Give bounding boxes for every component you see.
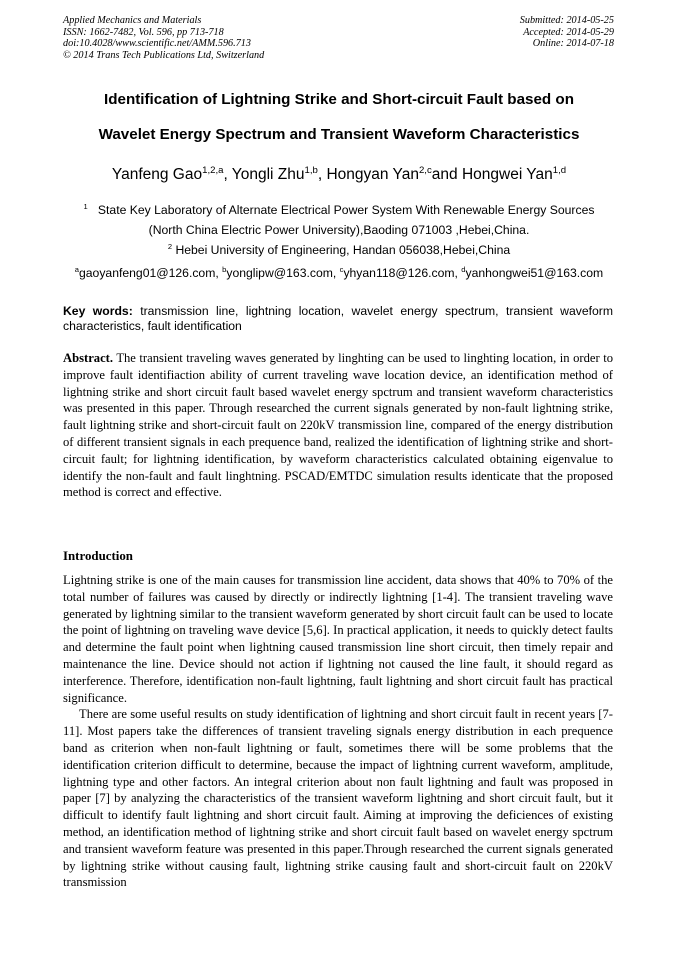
email-sup: d <box>461 264 466 274</box>
author-name: Hongwei Yan <box>461 166 553 183</box>
email-address: yanhongwei51@163.com <box>465 266 604 280</box>
email-sup: c <box>339 264 344 274</box>
author-name: Yongli Zhu <box>231 166 305 183</box>
introduction-body <box>63 572 613 891</box>
author-separator: , <box>223 166 232 183</box>
paper-title-line-1: Identification of Lightning Strike and Short-circuit Fault based on <box>104 91 574 108</box>
abstract-label: Abstract. <box>63 351 114 365</box>
affiliation-1-cont: (North China Electric Power University),Baoding 071003 ,Hebei,China. <box>148 223 530 237</box>
submission-dates <box>520 15 614 50</box>
email-address: yhyan118@126.com, <box>343 266 462 280</box>
paragraph: Lightning strike is one of the main causes for transmission line accident, data shows that 40% to 70% of the total number of failures was caused by directly or indirectly lightning [1-4]. The transient traveling wave generated by lightning similar to the transient waveform generated by short circuit fault can be used to locate the point of lightning on traveling wave device [5,6]. In practical application, it needs to quickly detect faults and determine the fault point when lightning caused transmission line short circuit, then timely repair and maintenance the line. Device should not action if lightning not caused the line fault, it should regard as interference. Therefore, identification non-fault lightning, fault lightning and short circuit fault has practical significance. <box>63 573 613 705</box>
abstract-text: The transient traveling waves generated by linghting can be used to linghting location, in order to improve fault identifiaction ability of current traveling wave location device, an identification method of lightning strike and short circuit fault based wavelet energy spctrum and transient waveform characteristics was presented in this paper. Through researched the current signals generated by non-fault lightning strike, fault lightning strike and short-circuit fault on 220kV transmission line, compared of the energy distribution of different transient signals in each prequence band, realized the identification of lightning strike and short-circuit fault; for lightning identification, by waveform characteristics calculated obtaining eigenvalue to identify the non-fault and fault linghtning. PSCAD/EMTDC simulation results identicate that the proposed method is correct and effective. <box>63 351 613 500</box>
author-affil-sup: 2,c <box>418 164 432 176</box>
affiliation-1 <box>40 203 638 217</box>
keywords <box>63 304 613 333</box>
paper-title-line-2: Wavelet Energy Spectrum and Transient Waveform Characteristics <box>98 126 580 143</box>
issn-line: ISSN: 1662-7482, Vol. 596, pp 713-718 <box>63 26 224 38</box>
abstract <box>63 350 613 501</box>
email-sup: b <box>222 264 227 274</box>
affiliation-sup: 2 <box>167 241 173 251</box>
submitted-date: Submitted: 2014-05-25 <box>519 15 614 26</box>
email-list <box>40 266 638 280</box>
author-affil-sup: 1,d <box>552 164 567 176</box>
author-affil-sup: 1,2,a <box>202 164 224 176</box>
paragraph: There are some useful results on study identification of lightning and short circuit fault in recent years [7-11]. Most papers take the differences of transient traveling signals energy distribution in each prequence band as criterion when non-fault lightning or fault, sometimes there will be some problems that the identification criterion difficult to determine, because the impact of lightning current waveform, amplitude, lightning type and other factors. An integral criterion about non fault lightning and fault was proposed in paper [7] by analyzing the characteristics of the transient waveform lightning and short circuit fault, but it difficult to identify fault lightning and short circuit fault. Aiming at improving the deficiences of existing method, an identification method of lightning strike and short circuit fault based on wavelet energy spctrum and transient waveform feature was presented in this paper.Through researched the current signals generated by lightning strike without causing fault, lightning strike causing fault and short-circuit fault on 220kV transmission <box>63 707 613 890</box>
affiliation-sup: 1 <box>83 201 88 211</box>
author-affil-sup: 1,b <box>304 164 318 176</box>
online-date: Online: 2014-07-18 <box>532 38 614 50</box>
email-address: yonglipw@163.com, <box>226 266 340 280</box>
email-address: gaoyanfeng01@126.com, <box>78 266 223 280</box>
author-name: Hongyan Yan <box>326 166 419 183</box>
author-name: Yanfeng Gao <box>111 166 203 183</box>
author-separator: , <box>317 166 327 183</box>
journal-name: Applied Mechanics and Materials <box>63 15 202 26</box>
author-list <box>40 166 638 184</box>
journal-info <box>63 15 264 61</box>
doi-line: doi:10.4028/www.scientific.net/AMM.596.713 <box>63 38 251 50</box>
email-sup: a <box>74 264 79 274</box>
keywords-label: Key words: <box>63 304 133 318</box>
affiliation-text: State Key Laboratory of Alternate Electrical Power System With Renewable Energy Sources <box>97 203 595 217</box>
affiliation-text: Hebei University of Engineering, Handan 056038,Hebei,China <box>175 243 511 257</box>
author-separator: and <box>431 166 462 183</box>
section-heading-introduction: Introduction <box>63 549 133 563</box>
keywords-text: transmission line, lightning location, wavelet energy spectrum, transient waveform characteristics, fault identification <box>63 304 613 333</box>
copyright-line: © 2014 Trans Tech Publications Ltd, Switzerland <box>63 49 265 61</box>
accepted-date: Accepted: 2014-05-29 <box>523 26 614 38</box>
affiliation-2 <box>40 243 638 257</box>
